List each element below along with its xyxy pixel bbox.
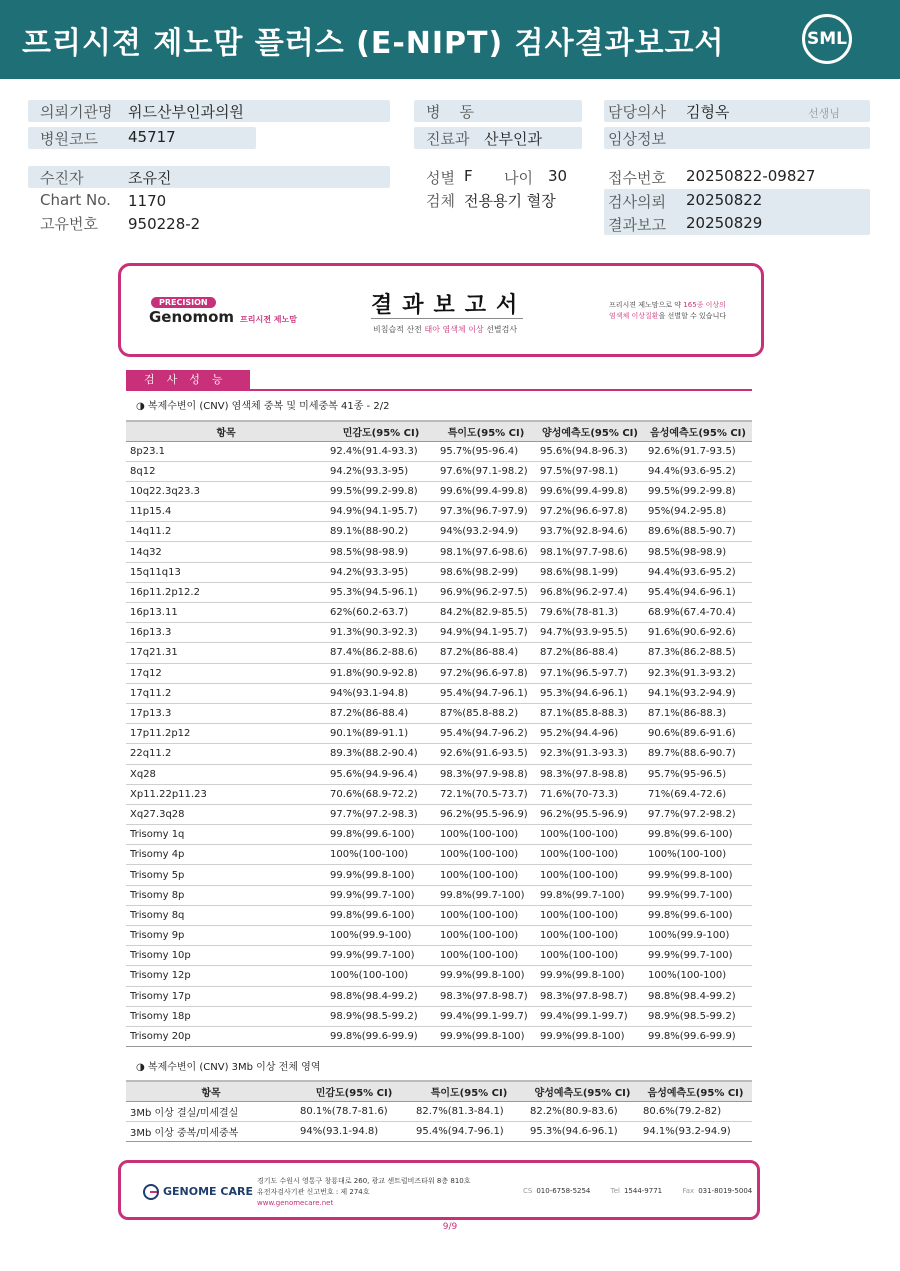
row-metric-value: 91.8%(90.9-92.8): [326, 663, 436, 683]
row-metric-value: 100%(100-100): [536, 825, 644, 845]
row-metric-value: 98.9%(98.5-99.2): [326, 1006, 436, 1026]
row-item-name: Trisomy 20p: [126, 1026, 326, 1046]
column-header: 항목: [126, 421, 326, 441]
receipt-label: 접수번호: [608, 169, 666, 187]
report-title: 프리시젼 제노맘 플러스 (E-NIPT) 검사결과보고서: [22, 26, 725, 61]
row-metric-value: 98.5%(98-98.9): [326, 542, 436, 562]
row-metric-value: 95.6%(94.8-96.3): [536, 441, 644, 461]
cs-number: 010-6758-5254: [536, 1187, 591, 1195]
row-metric-value: 99.4%(99.1-99.7): [536, 1006, 644, 1026]
row-metric-value: 95.4%(94.7-96.1): [436, 683, 536, 703]
row-metric-value: 97.6%(97.1-98.2): [436, 461, 536, 481]
footer-website[interactable]: www.genomecare.net: [257, 1199, 334, 1207]
column-header: 양성예측도(95% CI): [536, 421, 644, 441]
table-row: [126, 663, 752, 683]
report-banner-title: 결과보고서: [371, 293, 528, 318]
table-row: [126, 441, 752, 461]
row-metric-value: 82.2%(80.9-83.6): [526, 1101, 639, 1121]
row-item-name: 11p15.4: [126, 502, 326, 522]
report-banner-divider: [371, 318, 523, 319]
row-metric-value: 96.9%(96.2-97.5): [436, 582, 536, 602]
table2-title: ◑ 복제수변이 (CNV) 3Mb 이상 전체 영역: [136, 1062, 321, 1073]
row-metric-value: 99.8%(99.6-99.9): [644, 1026, 752, 1046]
row-metric-value: 95.3%(94.5-96.1): [326, 582, 436, 602]
row-metric-value: 99.9%(99.8-100): [436, 966, 536, 986]
row-metric-value: 89.6%(88.5-90.7): [644, 522, 752, 542]
row-metric-value: 100%(100-100): [436, 865, 536, 885]
table-row: [126, 623, 752, 643]
row-metric-value: 71.6%(70-73.3): [536, 784, 644, 804]
institution-label: 의뢰기관명: [40, 103, 113, 121]
row-metric-value: 87.1%(85.8-88.3): [536, 703, 644, 723]
row-metric-value: 87.4%(86.2-88.6): [326, 643, 436, 663]
table-row: [126, 764, 752, 784]
row-metric-value: 87.3%(86.2-88.5): [644, 643, 752, 663]
table-row: [126, 683, 752, 703]
subtitle-pre: 비침습적 산전: [373, 325, 425, 334]
row-metric-value: 92.4%(91.4-93.3): [326, 441, 436, 461]
row-metric-value: 98.5%(98-98.9): [644, 542, 752, 562]
row-metric-value: 89.3%(88.2-90.4): [326, 744, 436, 764]
patient-label: 수진자: [40, 169, 84, 187]
table-header-row: [126, 1081, 752, 1101]
column-header: 음성예측도(95% CI): [639, 1081, 752, 1101]
desc-line2-highlight: 염색체 이상질환: [609, 312, 659, 320]
result-date-value: 20250829: [686, 214, 763, 232]
row-metric-value: 99.8%(99.6-100): [326, 905, 436, 925]
row-metric-value: 99.9%(99.8-100): [536, 1026, 644, 1046]
row-metric-value: 99.9%(99.8-100): [536, 966, 644, 986]
column-header: 민감도(95% CI): [326, 421, 436, 441]
row-metric-value: 79.6%(78-81.3): [536, 603, 644, 623]
row-metric-value: 94.9%(94.1-95.7): [436, 623, 536, 643]
sex-value: F: [464, 167, 473, 185]
row-metric-value: 95.6%(94.9-96.4): [326, 764, 436, 784]
row-item-name: 17q21.31: [126, 643, 326, 663]
row-metric-value: 96.2%(95.5-96.9): [436, 804, 536, 824]
row-metric-value: 99.9%(99.7-100): [644, 885, 752, 905]
table-row: [126, 986, 752, 1006]
title-bar: [0, 0, 900, 79]
row-metric-value: 99.4%(99.1-99.7): [436, 1006, 536, 1026]
row-metric-value: 95.3%(94.6-96.1): [526, 1121, 639, 1141]
table-row: [126, 966, 752, 986]
row-metric-value: 100%(100-100): [536, 946, 644, 966]
row-metric-value: 100%(100-100): [536, 845, 644, 865]
row-item-name: Trisomy 4p: [126, 845, 326, 865]
table-row: [126, 1006, 752, 1026]
row-item-name: Xq28: [126, 764, 326, 784]
row-item-name: 22q11.2: [126, 744, 326, 764]
desc-line1-highlight: 165종 이상의: [683, 301, 726, 309]
chart-no-value: 1170: [128, 192, 167, 210]
report-banner-description: [609, 300, 726, 322]
row-metric-value: 100%(100-100): [436, 845, 536, 865]
department-value: 산부인과: [484, 130, 542, 148]
genomecare-g-icon: [143, 1184, 159, 1200]
row-item-name: 17p11.2p12: [126, 724, 326, 744]
hospital-code-value: 45717: [128, 128, 176, 146]
age-label: 나이: [504, 169, 533, 187]
row-metric-value: 100%(100-100): [436, 946, 536, 966]
specimen-value: 전용용기 혈장: [464, 192, 556, 210]
patient-name: 조유진: [128, 169, 172, 187]
doctor-suffix: 선생님: [808, 107, 840, 120]
row-metric-value: 98.3%(97.9-98.8): [436, 764, 536, 784]
row-metric-value: 95.4%(94.7-96.2): [436, 724, 536, 744]
row-metric-value: 99.8%(99.7-100): [536, 885, 644, 905]
row-metric-value: 98.8%(98.4-99.2): [326, 986, 436, 1006]
row-metric-value: 100%(100-100): [436, 926, 536, 946]
row-metric-value: 99.6%(99.4-99.8): [436, 481, 536, 501]
report-banner-subtitle: [373, 324, 517, 335]
row-metric-value: 99.9%(99.8-100): [326, 865, 436, 885]
row-item-name: 10q22.3q23.3: [126, 481, 326, 501]
table-header-row: [126, 421, 752, 441]
row-item-name: Trisomy 5p: [126, 865, 326, 885]
row-metric-value: 100%(100-100): [326, 966, 436, 986]
table-row: [126, 603, 752, 623]
row-metric-value: 94%(93.2-94.9): [436, 522, 536, 542]
chart-no-label: Chart No.: [40, 191, 111, 209]
row-metric-value: 92.3%(91.3-93.2): [644, 663, 752, 683]
table-row: [126, 481, 752, 501]
column-header: 음성예측도(95% CI): [644, 421, 752, 441]
footer-address-block: [257, 1176, 471, 1209]
row-metric-value: 98.1%(97.7-98.6): [536, 542, 644, 562]
row-item-name: Trisomy 8q: [126, 905, 326, 925]
row-item-name: 3Mb 이상 중복/미세중복: [126, 1121, 296, 1141]
row-item-name: 16p13.11: [126, 603, 326, 623]
row-metric-value: 95.4%(94.7-96.1): [412, 1121, 526, 1141]
row-metric-value: 94.9%(94.1-95.7): [326, 502, 436, 522]
row-item-name: Trisomy 18p: [126, 1006, 326, 1026]
row-metric-value: 98.8%(98.4-99.2): [644, 986, 752, 1006]
column-header: 특이도(95% CI): [412, 1081, 526, 1101]
row-metric-value: 98.3%(97.8-98.7): [536, 986, 644, 1006]
row-metric-value: 100%(100-100): [644, 845, 752, 865]
row-metric-value: 90.6%(89.6-91.6): [644, 724, 752, 744]
row-metric-value: 100%(99.9-100): [326, 926, 436, 946]
row-metric-value: 100%(100-100): [644, 966, 752, 986]
row-metric-value: 100%(100-100): [326, 845, 436, 865]
table-row: [126, 562, 752, 582]
row-metric-value: 94.2%(93.3-95): [326, 562, 436, 582]
row-item-name: 16p11.2p12.2: [126, 582, 326, 602]
row-metric-value: 98.3%(97.8-98.7): [436, 986, 536, 1006]
row-metric-value: 99.8%(99.6-100): [644, 825, 752, 845]
table-row: [126, 522, 752, 542]
row-metric-value: 92.6%(91.7-93.5): [644, 441, 752, 461]
table-row: [126, 461, 752, 481]
row-metric-value: 98.6%(98.2-99): [436, 562, 536, 582]
table-row: [126, 865, 752, 885]
row-item-name: 16p13.3: [126, 623, 326, 643]
precision-badge: PRECISION: [151, 297, 216, 308]
row-metric-value: 97.7%(97.2-98.3): [326, 804, 436, 824]
row-metric-value: 99.6%(99.4-99.8): [536, 481, 644, 501]
row-metric-value: 92.6%(91.6-93.5): [436, 744, 536, 764]
fax-label: Fax: [682, 1187, 695, 1195]
row-metric-value: 100%(100-100): [536, 865, 644, 885]
hospital-code-label: 병원코드: [40, 130, 98, 148]
row-metric-value: 99.9%(99.8-100): [644, 865, 752, 885]
row-metric-value: 62%(60.2-63.7): [326, 603, 436, 623]
row-metric-value: 94.7%(93.9-95.5): [536, 623, 644, 643]
subtitle-highlight: 태아 염색체 이상: [424, 325, 484, 334]
genomom-logo: [149, 308, 297, 326]
table-row: [126, 502, 752, 522]
footer-contacts: [523, 1187, 752, 1195]
row-metric-value: 99.5%(99.2-99.8): [644, 481, 752, 501]
table1-title: ◑ 복제수변이 (CNV) 염색체 중복 및 미세중복 41종 - 2/2: [136, 401, 390, 412]
footer-address: 경기도 수원시 영통구 창룡대로 260, 광교 센트럴비즈타워 8층 810호: [257, 1177, 471, 1185]
row-item-name: Trisomy 9p: [126, 926, 326, 946]
table-row: [126, 784, 752, 804]
row-metric-value: 89.7%(88.6-90.7): [644, 744, 752, 764]
row-metric-value: 99.9%(99.7-100): [326, 885, 436, 905]
row-metric-value: 91.6%(90.6-92.6): [644, 623, 752, 643]
row-metric-value: 98.1%(97.6-98.6): [436, 542, 536, 562]
table-row: [126, 926, 752, 946]
row-metric-value: 82.7%(81.3-84.1): [412, 1101, 526, 1121]
table-row: [126, 542, 752, 562]
row-metric-value: 90.1%(89-91.1): [326, 724, 436, 744]
table-row: [126, 643, 752, 663]
unique-no-value: 950228-2: [128, 215, 201, 233]
row-metric-value: 99.9%(99.7-100): [326, 946, 436, 966]
performance-table-cnv-3mb: [126, 1080, 752, 1142]
row-metric-value: 92.3%(91.3-93.3): [536, 744, 644, 764]
row-metric-value: 91.3%(90.3-92.3): [326, 623, 436, 643]
row-metric-value: 100%(100-100): [536, 905, 644, 925]
row-metric-value: 97.3%(96.7-97.9): [436, 502, 536, 522]
row-metric-value: 96.2%(95.5-96.9): [536, 804, 644, 824]
row-item-name: 8q12: [126, 461, 326, 481]
row-item-name: 14q11.2: [126, 522, 326, 542]
row-metric-value: 68.9%(67.4-70.4): [644, 603, 752, 623]
row-metric-value: 98.3%(97.8-98.8): [536, 764, 644, 784]
institution-value: 위드산부인과의원: [128, 103, 244, 121]
desc-line2-post: 을 선별할 수 있습니다: [658, 312, 727, 320]
request-date-value: 20250822: [686, 191, 763, 209]
tel-number: 1544-9771: [623, 1187, 663, 1195]
row-metric-value: 72.1%(70.5-73.7): [436, 784, 536, 804]
row-item-name: 3Mb 이상 결실/미세결실: [126, 1101, 296, 1121]
row-metric-value: 94.2%(93.3-95): [326, 461, 436, 481]
table-row: [126, 1101, 752, 1121]
subtitle-post: 선별검사: [483, 325, 518, 334]
row-metric-value: 71%(69.4-72.6): [644, 784, 752, 804]
row-metric-value: 94%(93.1-94.8): [326, 683, 436, 703]
row-metric-value: 100%(100-100): [436, 905, 536, 925]
department-label: 진료과: [426, 130, 470, 148]
clinical-info-label: 임상정보: [608, 130, 666, 148]
row-metric-value: 80.6%(79.2-82): [639, 1101, 752, 1121]
genomecare-logo: [143, 1184, 253, 1200]
table-row: [126, 724, 752, 744]
row-metric-value: 99.8%(99.6-99.9): [326, 1026, 436, 1046]
row-item-name: Trisomy 1q: [126, 825, 326, 845]
doctor-label: 담당의사: [608, 103, 666, 121]
row-item-name: Xq27.3q28: [126, 804, 326, 824]
column-header: 특이도(95% CI): [436, 421, 536, 441]
row-metric-value: 99.8%(99.6-100): [644, 905, 752, 925]
row-metric-value: 70.6%(68.9-72.2): [326, 784, 436, 804]
row-metric-value: 95.4%(94.6-96.1): [644, 582, 752, 602]
page-number: 9/9: [442, 1222, 458, 1232]
row-metric-value: 95.3%(94.6-96.1): [536, 683, 644, 703]
row-metric-value: 99.8%(99.7-100): [436, 885, 536, 905]
row-metric-value: 80.1%(78.7-81.6): [296, 1101, 412, 1121]
table-row: [126, 946, 752, 966]
row-item-name: Trisomy 8p: [126, 885, 326, 905]
row-metric-value: 97.7%(97.2-98.2): [644, 804, 752, 824]
row-metric-value: 97.1%(96.5-97.7): [536, 663, 644, 683]
row-metric-value: 99.8%(99.6-100): [326, 825, 436, 845]
tel-label: Tel: [610, 1187, 620, 1195]
fax-number: 031-8019-5004: [698, 1187, 753, 1195]
table-row: [126, 845, 752, 865]
row-metric-value: 97.2%(96.6-97.8): [536, 502, 644, 522]
specimen-label: 검체: [426, 192, 455, 210]
row-metric-value: 98.9%(98.5-99.2): [644, 1006, 752, 1026]
performance-table-cnv-41: [126, 420, 752, 1047]
result-date-label: 결과보고: [608, 216, 666, 234]
table-row: [126, 804, 752, 824]
column-header: 민감도(95% CI): [296, 1081, 412, 1101]
row-item-name: 17q12: [126, 663, 326, 683]
table-row: [126, 905, 752, 925]
receipt-value: 20250822-09827: [686, 167, 816, 185]
row-metric-value: 87.2%(86-88.4): [436, 643, 536, 663]
age-value: 30: [548, 167, 568, 185]
footer-license: 유전자검사기관 신고번호 : 제 274호: [257, 1188, 370, 1196]
row-metric-value: 95.2%(94.4-96): [536, 724, 644, 744]
row-metric-value: 95%(94.2-95.8): [644, 502, 752, 522]
row-metric-value: 95.7%(95-96.4): [436, 441, 536, 461]
row-item-name: 15q11q13: [126, 562, 326, 582]
genomom-brand: Genomom: [149, 308, 235, 326]
row-metric-value: 97.5%(97-98.1): [536, 461, 644, 481]
row-metric-value: 89.1%(88-90.2): [326, 522, 436, 542]
table-row: [126, 885, 752, 905]
column-header: 양성예측도(95% CI): [526, 1081, 639, 1101]
row-metric-value: 94.4%(93.6-95.2): [644, 562, 752, 582]
request-date-label: 검사의뢰: [608, 193, 666, 211]
row-metric-value: 87.2%(86-88.4): [326, 703, 436, 723]
row-metric-value: 94%(93.1-94.8): [296, 1121, 412, 1141]
table-row: [126, 744, 752, 764]
row-metric-value: 100%(100-100): [436, 825, 536, 845]
row-metric-value: 87%(85.8-88.2): [436, 703, 536, 723]
row-metric-value: 94.4%(93.6-95.2): [644, 461, 752, 481]
row-item-name: Trisomy 10p: [126, 946, 326, 966]
row-metric-value: 84.2%(82.9-85.5): [436, 603, 536, 623]
row-item-name: Xp11.22p11.23: [126, 784, 326, 804]
table-row: [126, 703, 752, 723]
row-metric-value: 93.7%(92.8-94.6): [536, 522, 644, 542]
row-metric-value: 98.6%(98.1-99): [536, 562, 644, 582]
sml-logo: [802, 14, 852, 64]
row-metric-value: 99.5%(99.2-99.8): [326, 481, 436, 501]
footer-banner: [118, 1160, 760, 1220]
row-metric-value: 95.7%(95-96.5): [644, 764, 752, 784]
section-divider: [126, 389, 752, 391]
row-item-name: Trisomy 17p: [126, 986, 326, 1006]
row-item-name: 17p13.3: [126, 703, 326, 723]
doctor-value: 김형옥: [686, 103, 730, 121]
row-metric-value: 96.8%(96.2-97.4): [536, 582, 644, 602]
row-metric-value: 87.2%(86-88.4): [536, 643, 644, 663]
table-row: [126, 1026, 752, 1046]
report-banner: [118, 263, 764, 357]
desc-line1-pre: 프리시젼 제노맘으로 약: [609, 301, 684, 309]
row-metric-value: 99.9%(99.7-100): [644, 946, 752, 966]
row-metric-value: 97.2%(96.6-97.8): [436, 663, 536, 683]
row-item-name: 8p23.1: [126, 441, 326, 461]
row-metric-value: 100%(99.9-100): [644, 926, 752, 946]
row-metric-value: 99.9%(99.8-100): [436, 1026, 536, 1046]
genomom-brand-sub: 프리시젼 제노맘: [240, 315, 297, 324]
sex-label: 성별: [426, 169, 455, 187]
table-row: [126, 582, 752, 602]
section-tab-performance: 검사성능: [126, 370, 250, 390]
cs-label: CS: [523, 1187, 533, 1195]
table-row: [126, 825, 752, 845]
ward-label: 병 동: [426, 103, 475, 121]
sml-logo-text: SML: [807, 29, 847, 49]
table-row: [126, 1121, 752, 1141]
row-item-name: Trisomy 12p: [126, 966, 326, 986]
column-header: 항목: [126, 1081, 296, 1101]
row-metric-value: 100%(100-100): [536, 926, 644, 946]
row-item-name: 14q32: [126, 542, 326, 562]
row-metric-value: 94.1%(93.2-94.9): [639, 1121, 752, 1141]
row-item-name: 17q11.2: [126, 683, 326, 703]
row-metric-value: 87.1%(86-88.3): [644, 703, 752, 723]
genomecare-name: GENOME CARE: [163, 1185, 253, 1198]
unique-no-label: 고유번호: [40, 215, 98, 233]
row-metric-value: 94.1%(93.2-94.9): [644, 683, 752, 703]
